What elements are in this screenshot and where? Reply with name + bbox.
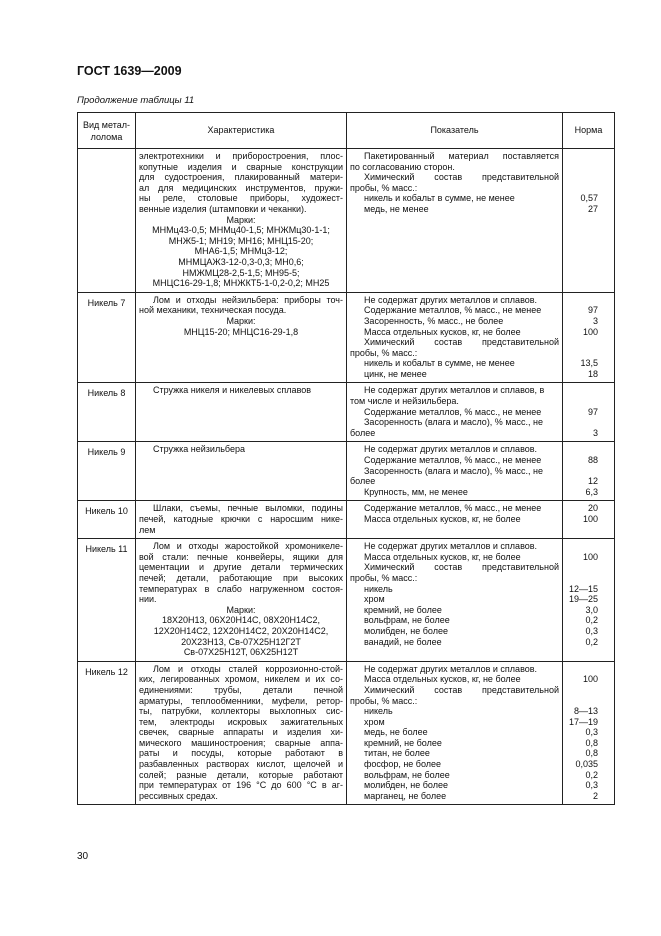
norm-value-line: 88 [587, 455, 598, 466]
indicator-line: кремний, не более [364, 737, 442, 748]
column-header-type-label: Вид метал- лолома [83, 119, 130, 142]
indicator-line: Масса отдельных кусков, кг, не более [364, 551, 521, 562]
indicator-line: более [350, 427, 376, 438]
norm-value-cell [563, 292, 615, 383]
norm-value-cell [563, 501, 615, 539]
table-row [78, 442, 615, 501]
characteristic-line: копутные изделия и сварные конструкции [139, 161, 343, 172]
indicator-line: более [350, 476, 376, 487]
norm-value-line: 97 [587, 305, 598, 316]
norm-value-line: 3,0 [585, 604, 598, 615]
norm-value-line [566, 562, 598, 573]
indicator-line: Не содержат других металлов и сплавов. [364, 541, 538, 552]
scrap-type-cell: Никель 10 [78, 501, 136, 539]
scrap-type-cell: Никель 11 [78, 539, 136, 662]
indicator-line: по согласованию сторон. [350, 161, 455, 172]
characteristic-cell [136, 383, 347, 442]
characteristic-line: раты и посуды, которые работают в [139, 748, 343, 759]
indicator-line: пробы, % масс.: [350, 182, 418, 193]
characteristic-line: Марки: [226, 604, 256, 615]
indicator-line: никель и кобальт в сумме, не менее [364, 358, 515, 369]
norm-value-line [566, 162, 598, 173]
norm-value-line: 18 [587, 368, 598, 379]
norm-value-line: 27 [587, 203, 598, 214]
norm-value-line: 0,8 [585, 748, 598, 759]
norm-value-line: 6,3 [585, 486, 598, 497]
indicator-line: Химический состав представительной [364, 684, 559, 695]
characteristic-line: ты, патрубки, коллекторы выхлопных сис- [139, 706, 343, 717]
characteristic-line: печей, катодные крючки с наросшим нике- [139, 514, 343, 524]
norm-value-line: 0,035 [575, 759, 598, 770]
norm-value-line [566, 151, 598, 162]
indicator-cell [347, 661, 563, 805]
norm-value-cell [563, 442, 615, 501]
norm-value-line: 20 [587, 503, 598, 514]
indicator-line: титан, не более [364, 748, 430, 759]
indicator-line: Засоренность (влага и масло), % масс., не [364, 465, 543, 476]
characteristic-line: мического машиностроения; сварные аппа- [139, 737, 343, 748]
characteristic-line: тем, электроды искровых зажигательных [139, 716, 343, 727]
scrap-type-cell: Никель 7 [78, 292, 136, 383]
indicator-line: хром [364, 594, 385, 605]
norm-value-line: 0,3 [585, 727, 598, 738]
characteristic-line: 12Х20Н14С2, 12Х20Н14С2, 20Х20Н14С2, [153, 625, 329, 636]
norm-value-line: 8—13 [573, 706, 598, 717]
norm-value-line [566, 396, 598, 407]
characteristic-line: Стружка никеля и никелевых сплавов [153, 385, 312, 396]
page-number: 30 [77, 851, 89, 862]
norm-value-line: 97 [587, 406, 598, 417]
characteristic-line: свечек, сварные аппараты и изделия хи- [139, 727, 343, 738]
indicator-cell [347, 292, 563, 383]
indicator-line: Содержание металлов, % масс., не менее [364, 455, 542, 466]
indicator-line: вольфрам, не более [364, 615, 450, 626]
norm-value-line: 100 [582, 551, 598, 562]
indicator-cell [347, 383, 563, 442]
characteristic-line: при температурах от 196 °С до 600 °С в аг- [139, 780, 343, 791]
norm-value-line: 0,3 [585, 780, 598, 791]
indicator-line: медь, не более [364, 727, 428, 738]
indicator-line: молибден, не более [364, 625, 448, 636]
norm-value-line [566, 541, 598, 552]
norm-value-line: 100 [582, 674, 598, 685]
indicator-line: медь, не менее [364, 203, 429, 214]
norm-value-line [566, 337, 598, 348]
norm-value-line [566, 183, 598, 194]
indicator-line: Содержание металлов, % масс., не менее [364, 305, 542, 316]
norm-value-line: 0,8 [585, 737, 598, 748]
indicator-line: Засоренность (влага и масло), % масс., не [364, 417, 543, 428]
norm-value-line [566, 685, 598, 696]
table-row [78, 501, 615, 539]
indicator-line: пробы, % масс.: [350, 695, 418, 706]
characteristic-line: цементации и другие детали термических [139, 562, 343, 573]
indicator-line: хром [364, 716, 385, 727]
scrap-type-cell: Никель 8 [78, 383, 136, 442]
characteristic-line: 20Х23Н13, Св-07Х25Н12Г2Т [181, 636, 301, 647]
scrap-type-cell [78, 149, 136, 293]
norm-value-line [566, 664, 598, 675]
scrap-type-cell: Никель 9 [78, 442, 136, 501]
characteristic-cell [136, 292, 347, 383]
indicator-line: пробы, % масс.: [350, 347, 418, 358]
characteristic-line: Лом и отходы нейзильбера: приборы точ- [153, 294, 343, 305]
norm-value-line: 0,2 [585, 769, 598, 780]
norm-value-line: 12—15 [568, 583, 598, 594]
characteristic-cell [136, 661, 347, 805]
norm-value-line [566, 348, 598, 359]
indicator-line: Масса отдельных кусков, кг, не более [364, 326, 521, 337]
characteristic-line: ной механики, техническая посуда. [139, 305, 287, 316]
table-row [78, 292, 615, 383]
indicator-line: Не содержат других металлов и сплавов. [364, 444, 538, 455]
norm-value-cell [563, 539, 615, 662]
characteristic-line: ал для медицинских инструментов, пружи- [139, 182, 343, 193]
characteristic-cell [136, 442, 347, 501]
indicator-line: ванадий, не более [364, 636, 442, 647]
norm-value-line [566, 295, 598, 306]
indicator-line: Крупность, мм, не менее [364, 486, 468, 497]
indicator-line: Химический состав представительной [364, 337, 559, 348]
characteristic-line: рессивных средах. [139, 790, 218, 801]
characteristic-line: НМЖМЦ28-2,5-1,5; МН95-5; [182, 267, 300, 278]
norm-value-line: 0,2 [585, 615, 598, 626]
characteristic-line: ны реле, столовые приборы, художест- [139, 193, 343, 204]
characteristic-line: электротехники и приборостроения, плос- [139, 151, 343, 161]
indicator-line: Содержание металлов, % масс., не менее [364, 406, 542, 417]
norm-value-line [566, 385, 598, 396]
indicator-line: Масса отдельных кусков, кг, не более [364, 674, 521, 685]
specification-table [77, 112, 615, 805]
norm-value-line: 13,5 [580, 358, 598, 369]
indicator-line: Пакетированный материал поставляется [364, 151, 559, 161]
table-continuation-caption: Продолжение таблицы 11 [77, 95, 195, 106]
norm-value-line: 3 [592, 427, 598, 438]
norm-value-cell [563, 661, 615, 805]
norm-value-line: 0,3 [585, 625, 598, 636]
norm-value-line [566, 444, 598, 455]
norm-value-line [566, 172, 598, 183]
norm-value-line: 100 [582, 514, 598, 524]
norm-value-line: 0,57 [580, 193, 598, 204]
document-title: ГОСТ 1639—2009 [77, 64, 182, 78]
scrap-type-cell: Никель 12 [78, 661, 136, 805]
characteristic-line: МНМЦАЖ3-12-0,3-0,3; МН0,6; [178, 256, 304, 267]
column-header-norm: Норма [563, 113, 615, 149]
characteristic-line: нии. [139, 594, 157, 605]
characteristic-line: Лом и отходы сталей коррозионно-стой- [153, 663, 343, 674]
indicator-cell [347, 442, 563, 501]
characteristic-cell [136, 149, 347, 293]
indicator-cell [347, 539, 563, 662]
column-header-type [78, 113, 136, 149]
characteristic-line: МНЦ15-20; МНЦС16-29-1,8 [183, 326, 299, 337]
norm-value-line: 0,2 [585, 636, 598, 647]
indicator-line: кремний, не более [364, 604, 442, 615]
characteristic-line: МНМц43-0,5; МНМц40-1,5; МНЖМц30-1-1; [152, 225, 330, 236]
indicator-line: пробы, % масс.: [350, 572, 418, 583]
characteristic-cell [136, 539, 347, 662]
characteristic-line: солей; разные детали, которые работают [139, 769, 343, 780]
indicator-line: вольфрам, не более [364, 769, 450, 780]
table-row [78, 661, 615, 805]
characteristic-cell [136, 501, 347, 539]
indicator-cell [347, 149, 563, 293]
norm-value-line: 100 [582, 326, 598, 337]
indicator-line: Масса отдельных кусков, кг, не более [364, 514, 521, 524]
norm-value-line [566, 417, 598, 428]
characteristic-line: МНЖ5-1; МН19; МН16; МНЦ15-20; [168, 235, 314, 246]
norm-value-line [566, 696, 598, 707]
indicator-line: том числе и нейзильбера. [350, 396, 459, 407]
indicator-line: Не содержат других металлов и сплавов, в [364, 385, 545, 396]
characteristic-line: венные изделия (штамповки и чеканки). [139, 203, 307, 214]
characteristic-line: Св-07Х25Н12Т, 06Х25Н12Т [183, 647, 299, 658]
characteristic-line: температурах в слабо нагруженном состоя- [139, 583, 343, 594]
characteristic-line: лем [139, 524, 156, 535]
characteristic-line: Стружка нейзильбера [153, 444, 245, 455]
characteristic-line: 18Х20Н13, 06Х20Н14С, 08Х20Н14С2, [161, 615, 321, 626]
indicator-line: молибден, не более [364, 780, 448, 791]
indicator-line: никель и кобальт в сумме, не менее [364, 193, 515, 204]
indicator-line: фосфор, не более [364, 759, 442, 770]
norm-value-line [566, 573, 598, 584]
column-header-indicator: Показатель [347, 113, 563, 149]
characteristic-line: МНА6-1,5; МНМц3-12; [194, 246, 288, 257]
indicator-line: Не содержат других металлов и сплавов. [364, 294, 538, 305]
indicator-line: Химический состав представительной [364, 562, 559, 573]
characteristic-line: разбавленных растворах кислот, щелочей и [139, 759, 343, 770]
norm-value-cell [563, 383, 615, 442]
indicator-line: никель [364, 583, 393, 594]
table-row [78, 383, 615, 442]
characteristic-line: единениями: трубы, детали печной [139, 684, 343, 695]
characteristic-line: Марки: [226, 315, 256, 326]
characteristic-line: МНЦС16-29-1,8; МНЖКТ5-1-0,2-0,2; МН25 [152, 278, 330, 289]
characteristic-line: Марки: [226, 214, 256, 225]
indicator-cell [347, 501, 563, 539]
norm-value-line: 3 [592, 315, 598, 326]
indicator-line: Не содержат других металлов и сплавов. [364, 663, 538, 674]
indicator-line: цинк, не менее [364, 368, 427, 379]
characteristic-line: арматуры, теплообменники, муфели, ретор- [139, 695, 343, 706]
norm-value-line: 19—25 [568, 594, 598, 605]
table-row [78, 539, 615, 662]
indicator-line: марганец, не более [364, 790, 447, 801]
characteristic-line: печей; детали, работающие при высоких [139, 572, 343, 583]
norm-value-line: 17—19 [568, 716, 598, 727]
table-row [78, 149, 615, 293]
characteristic-line: для судостроения, плакированный матери- [139, 172, 343, 183]
norm-value-line: 2 [592, 790, 598, 801]
indicator-line: Содержание металлов, % масс., не менее [364, 503, 542, 514]
characteristic-line: Шлаки, съемы, печные выломки, подины [153, 503, 343, 514]
indicator-line: Засоренность, % масс., не более [364, 315, 504, 326]
norm-value-line: 12 [587, 476, 598, 487]
norm-value-cell [563, 149, 615, 293]
norm-value-line [566, 466, 598, 477]
characteristic-line: Лом и отходы жаростойкой хромоникеле- [153, 541, 343, 552]
column-header-characteristic: Характеристика [136, 113, 347, 149]
indicator-line: никель [364, 706, 393, 717]
table-header-row [78, 113, 615, 149]
characteristic-line: ких, легированных хромом, никелем и их со- [139, 674, 343, 685]
characteristic-line: вой стали: печные конвейеры, ящики для [139, 551, 343, 562]
indicator-line: Химический состав представительной [364, 172, 559, 183]
